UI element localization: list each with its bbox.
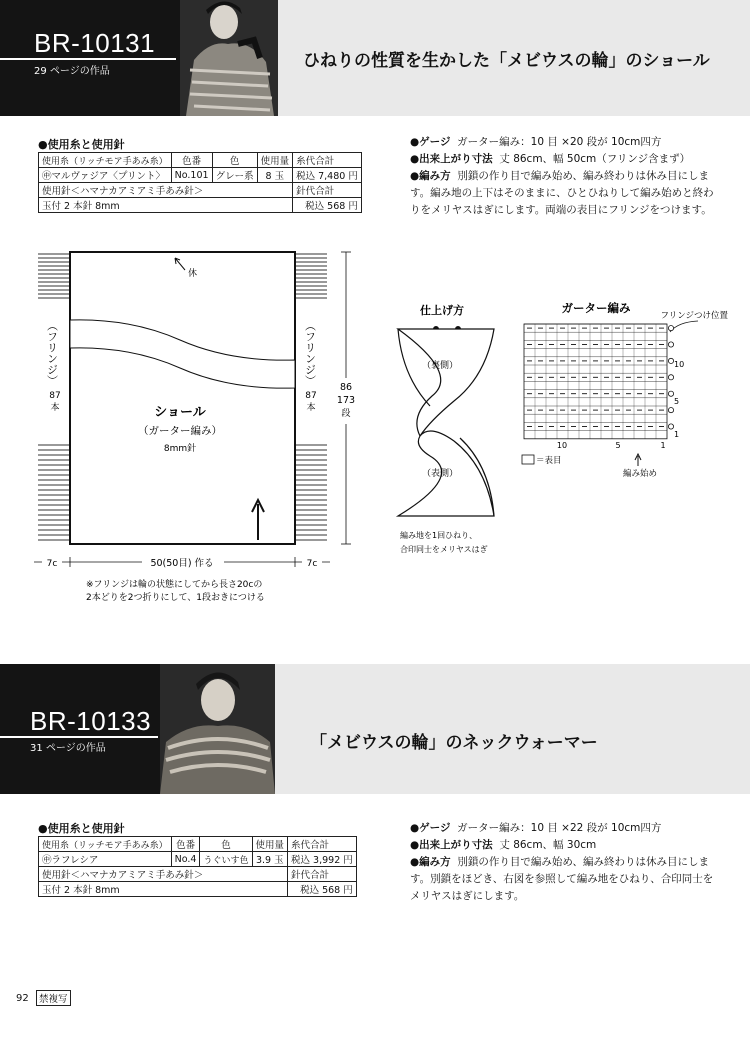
shawl-title: ショール	[154, 405, 206, 420]
table-cell: No.4	[171, 852, 200, 867]
table-cell: 3.9 玉	[252, 852, 288, 867]
section1-model-photo	[180, 0, 278, 116]
table-cell: 使用針＜ハマナカアミアミ手あみ針＞	[39, 183, 293, 198]
finishing-diagram	[390, 296, 510, 556]
start-label: 編み始め	[622, 469, 658, 479]
chart-title: ガーター編み	[561, 301, 631, 315]
table-row	[39, 852, 357, 867]
table-row	[39, 168, 362, 183]
table-cell: No.101	[171, 168, 212, 183]
fringe-marker-icon	[668, 424, 673, 429]
table-cell: 使用糸（リッチモア手あみ糸）	[39, 153, 172, 168]
table-cell: 色	[200, 837, 252, 852]
table-cell: 糸代合計	[293, 153, 362, 168]
table-row	[39, 153, 362, 168]
shawl-needle: 8mm針	[163, 444, 197, 454]
table-row	[39, 198, 362, 213]
fringe-count-right: 87	[305, 391, 317, 401]
table-row	[39, 183, 362, 198]
shawl-diagram	[30, 240, 370, 610]
table-cell: 税込 568 円	[293, 198, 362, 213]
table-cell: 使用糸（リッチモア手あみ糸）	[39, 837, 172, 852]
section2-page-ref: 31 ページの作品	[30, 743, 106, 754]
section2-materials-table	[38, 836, 357, 897]
method-line: 別鎖の作り目で編み始め、編み終わりは休み目にしま	[457, 856, 709, 868]
method-line: りをメリヤスはぎにします。両端の表目にフリンジをつけます。	[410, 204, 712, 216]
section2-materials-heading: ●使用糸と使用針	[38, 822, 125, 835]
col-label: 1	[660, 441, 666, 450]
stitch-chart	[518, 296, 740, 480]
finishing-note-line1: 編み地を1回ひねり、	[400, 531, 478, 540]
table-cell: 色番	[171, 153, 212, 168]
section1-materials-table	[38, 152, 362, 213]
method-line: 別鎖の作り目で編み始め、編み終わりは休み目にしま	[457, 170, 709, 182]
finishing-front-label: （表側）	[421, 469, 459, 479]
fringe-label-right: （フリンジ）	[303, 320, 317, 386]
section2-code-underline	[0, 736, 158, 738]
size-value: 丈 86cm、幅 50cm（フリンジ含まず）	[499, 153, 691, 165]
table-row	[39, 882, 357, 897]
section1-title: ひねりの性質を生かした「メビウスの輪」のショール	[303, 51, 710, 71]
fringe-marker-icon	[668, 391, 673, 396]
fringe-position-pointer	[670, 321, 698, 332]
size-value: 丈 86cm、幅 30cm	[499, 839, 597, 851]
chart-grid	[524, 324, 674, 439]
table-cell: ㊥ラフレシア	[39, 852, 172, 867]
fringe-right-bottom	[295, 445, 327, 540]
section2-title: 「メビウスの輪」のネックウォーマー	[310, 733, 598, 753]
gauge-label: ●ゲージ	[410, 136, 451, 148]
table-cell: 針代合計	[293, 183, 362, 198]
fringe-label-left: （フリンジ）	[45, 320, 59, 386]
section2-specs	[410, 820, 740, 905]
gauge-value: ガーター編み：10 目 ×20 段が 10cm四方	[457, 136, 662, 148]
method-line: す。別鎖をほどき、右図を参照して編み地をひねり、合印同士を	[410, 873, 714, 885]
shawl-stitch: （ガーター編み）	[138, 425, 222, 437]
gauge-label: ●ゲージ	[410, 822, 451, 834]
fringe-marker-icon	[668, 375, 673, 380]
fringe-note-line1: ※フリンジは輪の状態にしてから長さ20cの	[86, 580, 263, 590]
height-cm: 86	[339, 382, 353, 393]
table-cell: うぐいす色	[200, 852, 252, 867]
method-label: ●編み方	[410, 856, 451, 868]
fringe-marker-icon	[668, 326, 673, 331]
side-left-label: 7c	[46, 559, 58, 569]
section2-code: BR-10133	[30, 706, 152, 736]
fringe-marker-icon	[668, 408, 673, 413]
table-cell: グレー系	[212, 168, 257, 183]
method-line: す。編み地の上下はそのままに、ひとひねりして編み始めと終わ	[410, 187, 714, 199]
finishing-title: 仕上げ方	[420, 304, 464, 317]
size-label: ●出来上がり寸法	[410, 153, 493, 165]
fringe-count-left: 87	[49, 391, 61, 401]
table-cell: 色	[212, 153, 257, 168]
rest-label: 休	[188, 269, 198, 279]
table-cell: 玉付 2 本針 8mm	[39, 882, 288, 897]
row-label: 1	[674, 430, 680, 439]
fringe-right-top	[295, 254, 327, 298]
fringe-marker-icon	[668, 342, 673, 347]
legend-swatch	[522, 455, 534, 464]
fringe-unit-left: 本	[50, 403, 60, 413]
table-cell: 税込 7,480 円	[293, 168, 362, 183]
gauge-value: ガーター編み：10 目 ×22 段が 10cm四方	[457, 822, 662, 834]
height-unit: 段	[341, 409, 351, 419]
table-cell: 使用量	[257, 153, 293, 168]
table-row	[39, 867, 357, 882]
table-cell: 使用量	[252, 837, 288, 852]
page-number: 92	[16, 993, 29, 1004]
table-cell: 糸代合計	[288, 837, 357, 852]
section1-page-ref: 29 ページの作品	[34, 66, 110, 77]
legend-label: ＝表目	[536, 456, 562, 466]
table-cell: 税込 568 円	[288, 882, 357, 897]
table-cell: ㊥マルヴァジア〈プリント〉	[39, 168, 172, 183]
shawl-body	[70, 252, 295, 544]
table-row	[39, 837, 357, 852]
table-cell: 8 玉	[257, 168, 293, 183]
table-cell: 色番	[171, 837, 200, 852]
fringe-left-bottom	[38, 445, 70, 540]
fringe-left-top	[38, 254, 70, 298]
method-line: メリヤスはぎにします。	[410, 890, 525, 902]
method-label: ●編み方	[410, 170, 451, 182]
section2-model-photo	[160, 664, 275, 794]
height-rows: 173	[336, 395, 356, 406]
row-label: 5	[674, 397, 680, 406]
row-label: 10	[674, 360, 685, 369]
section1-materials-heading: ●使用糸と使用針	[38, 138, 125, 151]
mobius-back	[398, 329, 494, 436]
copy-notice: 禁複写	[36, 990, 71, 1006]
finishing-note-line2: 合印同士をメリヤスはぎ	[400, 545, 488, 554]
finishing-back-label: （裏側）	[421, 361, 459, 371]
fringe-unit-right: 本	[306, 403, 316, 413]
section1-code-underline	[0, 58, 176, 60]
col-label: 10	[556, 441, 568, 450]
width-label: 50(50目) 作る	[150, 558, 214, 569]
fringe-position-label: フリンジつけ位置	[660, 311, 728, 321]
fringe-marker-icon	[668, 358, 673, 363]
table-cell: 税込 3,992 円	[288, 852, 357, 867]
fringe-note-line2: 2本どりを2つ折りにして、1段おきにつける	[86, 593, 265, 603]
size-label: ●出来上がり寸法	[410, 839, 493, 851]
table-cell: 使用針＜ハマナカアミアミ手あみ針＞	[39, 867, 288, 882]
section1-code: BR-10131	[34, 28, 156, 58]
table-cell: 針代合計	[288, 867, 357, 882]
table-cell: 玉付 2 本針 8mm	[39, 198, 293, 213]
side-right-label: 7c	[306, 559, 318, 569]
section1-specs	[410, 134, 740, 219]
col-label: 5	[615, 441, 621, 450]
